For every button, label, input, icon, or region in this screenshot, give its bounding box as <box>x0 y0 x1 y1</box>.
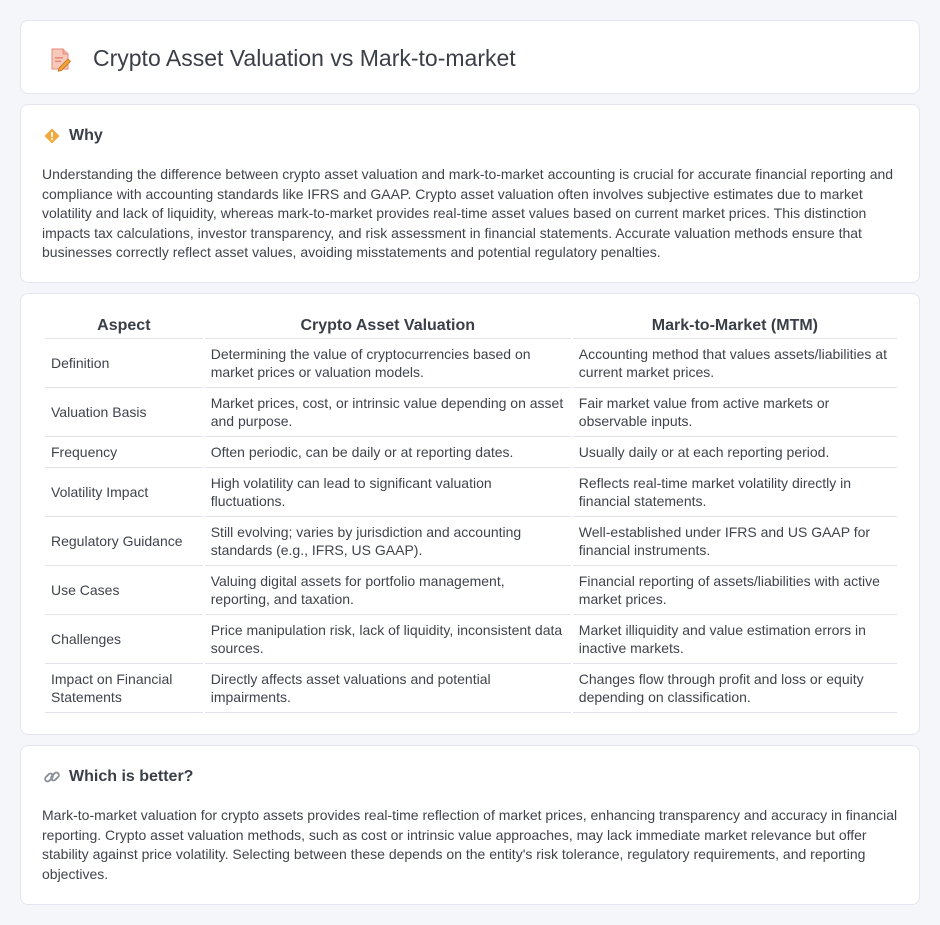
document-edit-icon <box>47 46 73 72</box>
cell-mtm: Fair market value from active markets or observable inputs. <box>573 388 897 437</box>
cell-aspect: Definition <box>45 339 203 388</box>
cell-mtm: Changes flow through profit and loss or equity depending on classification. <box>573 664 897 713</box>
why-card <box>20 104 920 283</box>
link-icon <box>43 768 61 786</box>
table-row <box>45 388 897 437</box>
cell-aspect: Regulatory Guidance <box>45 517 203 566</box>
header-crypto: Crypto Asset Valuation <box>205 315 571 339</box>
cell-crypto: Market prices, cost, or intrinsic value depending on asset and purpose. <box>205 388 571 437</box>
cell-mtm: Financial reporting of assets/liabilities with active market prices. <box>573 566 897 615</box>
header-mtm: Mark-to-Market (MTM) <box>573 315 897 339</box>
cell-aspect: Valuation Basis <box>45 388 203 437</box>
cell-crypto: Determining the value of cryptocurrencies based on market prices or valuation models. <box>205 339 571 388</box>
page-title: Crypto Asset Valuation vs Mark-to-market <box>93 45 516 71</box>
table-row <box>45 437 897 468</box>
cell-aspect: Frequency <box>45 437 203 468</box>
why-text: Understanding the difference between crypto asset valuation and mark-to-market accounting is crucial for accurate financial reporting and compliance with accounting standards like IFRS and GAAP. Crypto asset valuation often involves subjective estimates due to market volatility and lack of liquidity, whereas mark-to-market provides real-time asset values based on current market prices. This distinction impacts tax calculations, investor transparency, and risk assessment in financial statements. Accurate valuation methods ensure that businesses correctly reflect asset values, avoiding misstatements and potential regulatory penalties. <box>42 166 894 261</box>
why-heading-row <box>43 127 103 145</box>
table-row <box>45 615 897 664</box>
cell-crypto: Often periodic, can be daily or at reporting dates. <box>205 437 571 468</box>
cell-crypto: Directly affects asset valuations and potential impairments. <box>205 664 571 713</box>
cell-aspect: Use Cases <box>45 566 203 615</box>
better-card <box>20 745 920 905</box>
better-heading-row <box>43 768 193 786</box>
better-heading: Which is better? <box>69 768 194 785</box>
cell-mtm: Reflects real-time market volatility directly in financial statements. <box>573 468 897 517</box>
comparison-card <box>20 293 920 735</box>
cell-crypto: Valuing digital assets for portfolio management, reporting, and taxation. <box>205 566 571 615</box>
table-header-row <box>45 315 897 339</box>
diamond-warning-icon <box>43 127 61 145</box>
table-row <box>45 664 897 713</box>
table-row <box>45 339 897 388</box>
better-text: Mark-to-market valuation for crypto assets provides real-time reflection of market prices, enhancing transparency and accuracy in financial reporting. Crypto asset valuation methods, such as cost or intrinsic value approaches, may lack immediate market relevance but offer stability against price volatility. Selecting between these depends on the entity's risk tolerance, regulatory requirements, and reporting objectives. <box>42 807 898 882</box>
why-heading: Why <box>69 127 103 144</box>
cell-aspect: Impact on Financial Statements <box>45 664 203 713</box>
header-aspect: Aspect <box>45 315 203 339</box>
table-row <box>45 468 897 517</box>
cell-aspect: Volatility Impact <box>45 468 203 517</box>
table-row <box>45 566 897 615</box>
cell-mtm: Accounting method that values assets/liabilities at current market prices. <box>573 339 897 388</box>
cell-mtm: Usually daily or at each reporting period. <box>573 437 897 468</box>
title-card <box>20 20 920 94</box>
cell-mtm: Well-established under IFRS and US GAAP for financial instruments. <box>573 517 897 566</box>
title-row <box>47 45 516 72</box>
cell-mtm: Market illiquidity and value estimation errors in inactive markets. <box>573 615 897 664</box>
cell-crypto: Price manipulation risk, lack of liquidity, inconsistent data sources. <box>205 615 571 664</box>
cell-crypto: Still evolving; varies by jurisdiction and accounting standards (e.g., IFRS, US GAAP). <box>205 517 571 566</box>
comparison-table <box>43 315 899 713</box>
cell-crypto: High volatility can lead to significant valuation fluctuations. <box>205 468 571 517</box>
cell-aspect: Challenges <box>45 615 203 664</box>
table-row <box>45 517 897 566</box>
